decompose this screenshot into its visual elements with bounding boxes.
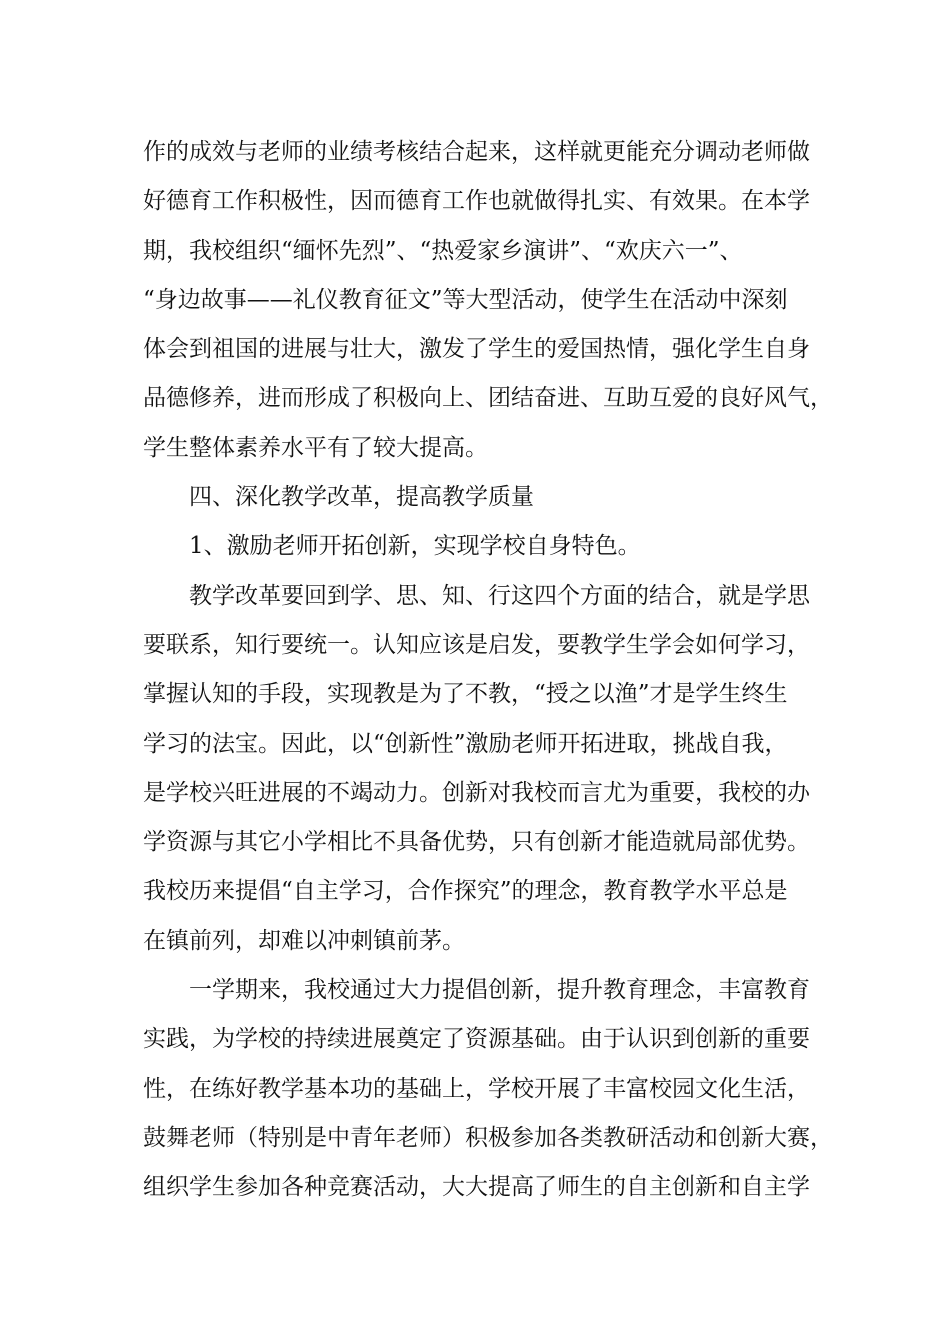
text-line: 一学期来，我校通过大力提倡创新，提升教育理念，丰富教育 [189, 977, 810, 1004]
text-line: 教学改革要回到学、思、知、行这四个方面的结合，就是学思 [189, 582, 810, 609]
text-line: 期，我校组织“缅怀先烈”、“热爱家乡演讲”、“欢庆六一”、 [143, 237, 743, 264]
text-line: “身边故事——礼仪教育征文”等大型活动，使学生在活动中深刻 [143, 286, 788, 313]
section-heading: 四、深化教学改革，提高教学质量 [189, 484, 534, 511]
text-line: 学习的法宝。因此，以“创新性”激励老师开拓进取，挑战自我， [143, 730, 788, 757]
text-line: 是学校兴旺进展的不竭动力。创新对我校而言尤为重要，我校的办 [143, 779, 810, 806]
text-line: 掌握认知的手段，实现教是为了不教，“授之以渔”才是学生终生 [143, 681, 788, 708]
text-line: 性，在练好教学基本功的基础上，学校开展了丰富校园文化生活， [143, 1075, 810, 1102]
subsection-heading: 1、激励老师开拓创新，实现学校自身特色。 [189, 533, 641, 560]
text-line: 鼓舞老师（特别是中青年老师）积极参加各类教研活动和创新大赛， [143, 1124, 833, 1151]
text-line: 组织学生参加各种竞赛活动，大大提高了师生的自主创新和自主学 [143, 1174, 810, 1201]
text-line: 好德育工作积极性，因而德育工作也就做得扎实、有效果。在本学 [143, 188, 810, 215]
text-line: 体会到祖国的进展与壮大，激发了学生的爱国热情，强化学生自身 [143, 336, 810, 363]
text-line: 学资源与其它小学相比不具备优势，只有创新才能造就局部优势。 [143, 829, 810, 856]
text-line: 在镇前列，却难以冲刺镇前茅。 [143, 927, 465, 954]
text-line: 学生整体素养水平有了较大提高。 [143, 434, 488, 461]
body-text [143, 128, 833, 1213]
text-line: 品德修养，进而形成了积极向上、团结奋进、互助互爱的良好风气， [143, 385, 833, 412]
text-line: 实践，为学校的持续进展奠定了资源基础。由于认识到创新的重要 [143, 1026, 810, 1053]
text-line: 要联系，知行要统一。认知应该是启发，要教学生学会如何学习， [143, 631, 810, 658]
text-line: 作的成效与老师的业绩考核结合起来，这样就更能充分调动老师做 [143, 139, 810, 165]
text-line: 我校历来提倡“自主学习，合作探究”的理念，教育教学水平总是 [143, 878, 788, 905]
